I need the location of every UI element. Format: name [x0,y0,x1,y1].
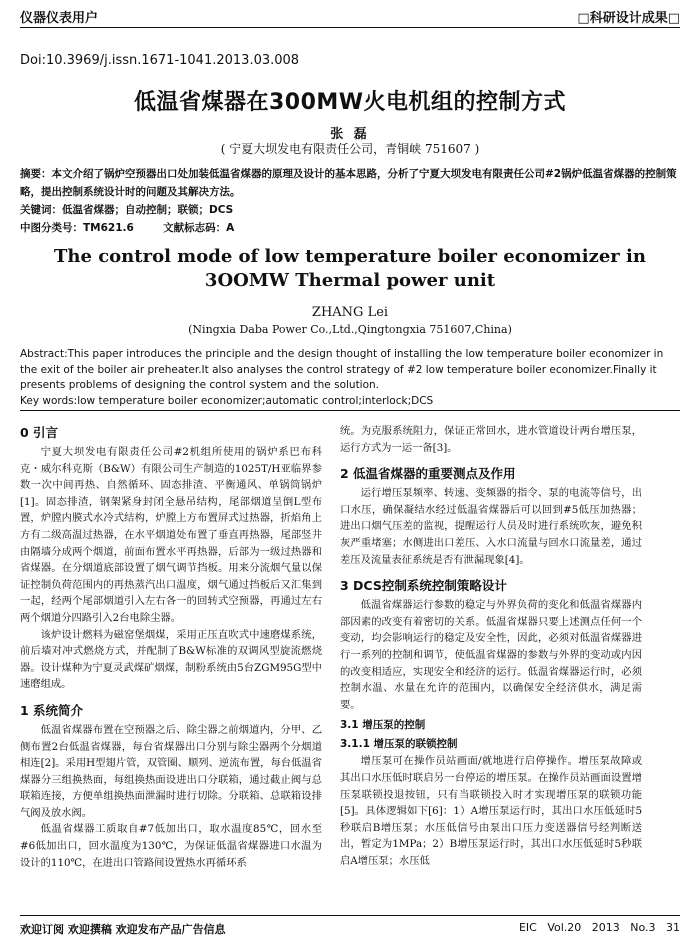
author-cn: 张 磊 [330,127,370,142]
section-2-para-1: 运行增压泵频率、转速、变频器的指令、泵的电流等信号，出口水压，确保凝结水经过低温省煤器后可以回到#5低压加热器；进出口烟气压差的监视，提醒运行人员及时进行系统吹灰，避免积灰严重堵塞；水侧进出口差压、入水口流量与回水口流量差，通过差压及流量表征系统是否有泄漏现象[4]。 [340,487,642,566]
section-0-para-1: 宁夏大坝发电有限责任公司#2机组所使用的锅炉系巴布科克・威尔科克斯（B&W）有限公司生产制造的1025T/H亚临界参数一次中间再热、自然循环、固态排渣、平衡通风、单锅筒锅炉[1]。固态排渣，钢架紧身封闭全悬吊结构，尾部烟道呈倒L型布置，炉膛内膜式水冷式结构，炉膛上方布置屏式过热器，折焰角上方有二级高温过热器，在水平烟道处布置了垂直再热器，尾部竖井由隔墙分成两个烟道，前面布置水平再热器，后部为一级过热器和省煤器。在分烟道底部设置了烟气调节挡板。用来分流烟气量以保证控制负荷范围内的再热蒸汽出口温度，烟气通过挡板后又汇集到一起，经两个尾部烟道引入左右各一的回转式空预器，再通过左右两个烟道分四路引入2台电除尘器。 [20,446,322,624]
doi: Doi:10.3969/j.issn.1671-1041.2013.03.008 [20,53,300,68]
section-1-para-1: 低温省煤器布置在空预器之后、除尘器之前烟道内，分甲、乙侧布置2台低温省煤器，每台省煤器出口分别与除尘器两个分烟道相连[2]。采用H型翅片管，双管圈、顺列、逆流布置，每台低温省煤器分三组换热面，每组换热面设进出口分联箱，通过截止阀与总联箱连接，方便单组换热面泄漏时进行切除。分联箱、总联箱设排气阀及放水阀。 [20,723,322,819]
affiliation-en: (Ningxia Daba Power Co.,Ltd.,Qingtongxia 751607,China) [188,323,512,336]
abstract-rule [20,410,680,411]
section-3-1-1-para-1: 增压泵可在操作员站画面/就地进行启停操作。增压泵故障或其出口水压低时联启另一台停运的增压泵。在操作员站画面设置增压泵联锁投退按钮，只有当联锁投入时才实现增压泵的联锁功能[5]。具体逻辑如下[6]：1）A增压泵运行时，其出口水压低延时5秒联启B增压泵；水压低信号由泵出口压力变送器信号经判断送出，暂定为1MPa；2）B增压泵运行时，其出口水压低延时5秒联启A增压泵；水压低 [340,755,642,867]
header-rule [20,27,680,28]
section-2-heading: 2 低温省煤器的重要测点及作用 [340,466,516,482]
abstract-en-block [20,347,680,409]
section-1-heading: 1 系统简介 [20,702,84,718]
affiliation-cn: ( 宁夏大坝发电有限责任公司，青铜峡 751607 ) [220,142,480,156]
keywords-cn: 关键词：低温省煤器；自动控制；联锁；DCS [20,204,234,216]
keywords-en: Key words:low temperature boiler economizer;automatic control;interlock;DCS [20,394,434,407]
continued-text: 统。为克服系统阻力，保证正常回水，进水管道设计两台增压泵，运行方式为一运一备[3]。 [340,425,642,454]
title-en: The control mode of low temperature boiler economizer in 3OOMW Thermal power unit [54,246,646,291]
footer-rule [20,915,680,916]
left-column [20,423,322,871]
footer-left: 欢迎订阅 欢迎撰稿 欢迎发布产品广告信息 [20,923,226,936]
abstract-cn: 摘要：本文介绍了锅炉空预器出口处加装低温省煤器的原理及设计的基本思路，分析了宁夏大坝发电有限责任公司#2锅炉低温省煤器的控制策略，提出控制系统设计时的问题及其解决方法。 [20,168,677,198]
author-en: ZHANG Lei [311,305,389,320]
section-label: □科研设计成果□ [577,11,680,26]
section-3-1-1-heading: 3.1.1 增压泵的联锁控制 [340,738,458,751]
journal-name: 仪器仪表用户 [20,11,99,26]
footer-right: EIC Vol.20 2013 No.3 31 [518,921,680,934]
abstract-en: Abstract:This paper introduces the principle and the design thought of installing the low temperature boiler economizer in the exit of the boiler air preheater.It also analyses the control strategy of #2 low temperature boiler economizer.Finally it presents problems of designing the control system and the solution. [20,348,664,391]
section-3-para-1: 低温省煤器运行参数的稳定与外界负荷的变化和低温省煤器内部因素的改变有着密切的关系。低温省煤器只要上述测点任何一个变动，均会影响运行的稳定及安全性，因此，必须对低温省煤器进行一系列的控制和调节，使低温省煤器的参数与外界的变动或内因的改变相适应，实现安全和经济的运行。低温省煤器运行时，必须控制水温、水量在允许的范围内，以确保安全经济供水，满足需要。 [340,599,642,711]
title-cn: 低温省煤器在300MW火电机组的控制方式 [133,90,567,115]
classification-cn: 中图分类号：TM621.6 文献标志码：A [20,222,235,234]
abstract-cn-block [20,165,680,237]
section-3-heading: 3 DCS控制系统控制策略设计 [340,578,507,594]
section-0-heading: 0 引言 [20,425,59,440]
section-1-para-2: 低温省煤器工质取自#7低加出口，取水温度85℃，回水至#6低加出口，回水温度为130℃，为保证低温省煤器进口水温为设计的110℃，在进出口管路间设置热水再循环系 [20,823,322,869]
right-column [340,423,642,869]
section-0-para-2: 该炉设计燃料为磁窑堡烟煤，采用正压直吹式中速磨煤系统，前后墙对冲式燃烧方式，并配制了B&W标准的双调风型旋流燃烧器。设计煤种为宁夏灵武煤矿烟煤，制粉系统由5台ZGM95G型中速磨组成。 [20,628,322,691]
section-3-1-heading: 3.1 增压泵的控制 [340,719,426,732]
